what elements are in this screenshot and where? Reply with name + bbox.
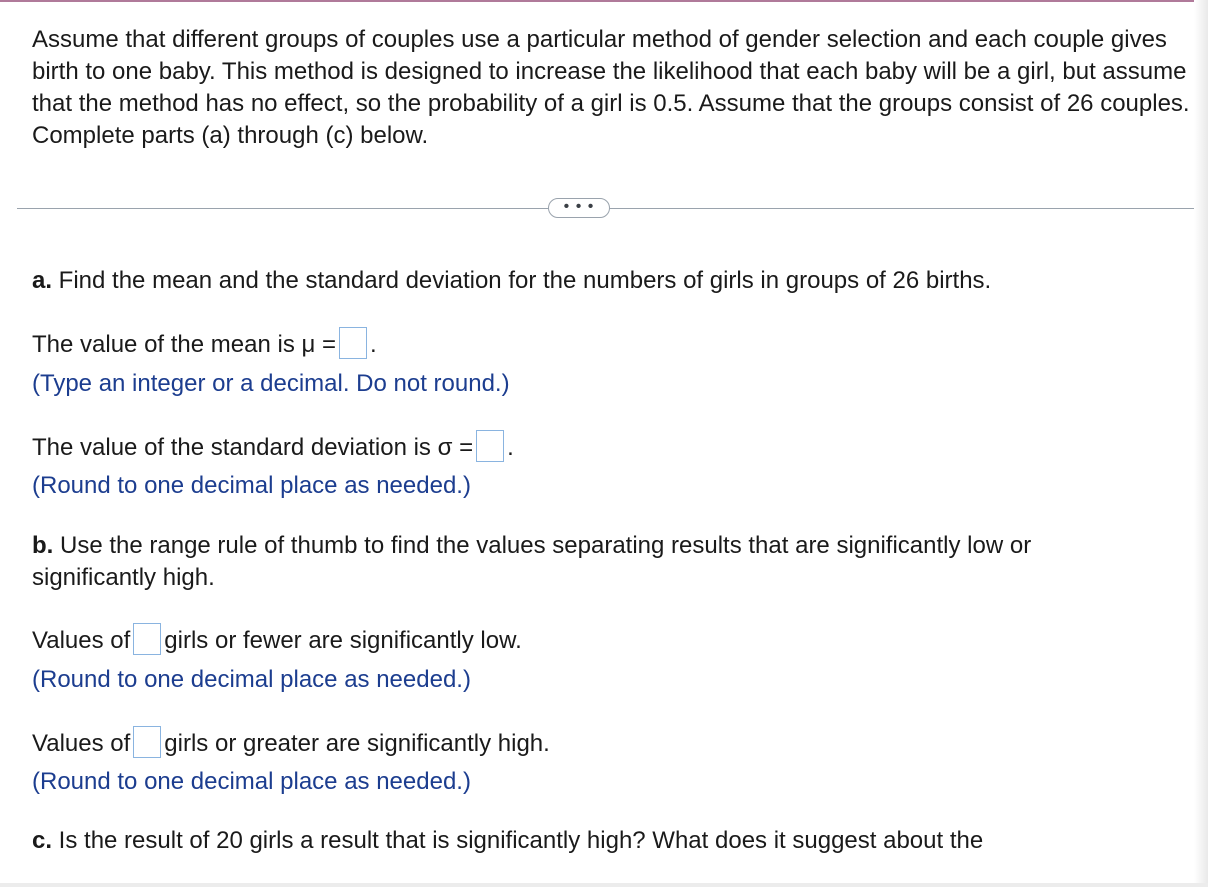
high-row bbox=[32, 728, 550, 760]
high-suffix: girls or greater are significantly high. bbox=[164, 730, 550, 757]
high-hint: (Round to one decimal place as needed.) bbox=[32, 768, 471, 795]
expand-more-button[interactable]: • • • bbox=[548, 198, 610, 218]
part-a-text: Find the mean and the standard deviation for the numbers of girls in groups of 26 births. bbox=[52, 267, 992, 294]
mean-row bbox=[32, 329, 377, 361]
part-a-label: a. bbox=[32, 267, 53, 294]
low-input[interactable] bbox=[133, 623, 161, 655]
sd-hint: (Round to one decimal place as needed.) bbox=[32, 472, 471, 499]
mean-prefix: The value of the mean is μ = bbox=[32, 331, 336, 358]
part-c-question bbox=[32, 825, 983, 857]
low-hint: (Round to one decimal place as needed.) bbox=[32, 666, 471, 693]
bottom-edge bbox=[0, 883, 1208, 887]
mean-input[interactable] bbox=[339, 327, 367, 359]
part-c-label: c. bbox=[32, 827, 53, 854]
low-suffix: girls or fewer are significantly low. bbox=[164, 627, 522, 654]
top-border bbox=[0, 0, 1208, 2]
low-prefix: Values of bbox=[32, 627, 131, 654]
part-b-label: b. bbox=[32, 532, 54, 559]
sd-row bbox=[32, 432, 514, 464]
part-a-question bbox=[32, 265, 991, 297]
part-b-question bbox=[32, 530, 1031, 562]
part-b-text: Use the range rule of thumb to find the values separating results that are significantly low or bbox=[53, 532, 1032, 559]
mean-suffix: . bbox=[370, 331, 377, 358]
sd-suffix: . bbox=[507, 434, 514, 461]
sd-prefix: The value of the standard deviation is σ = bbox=[32, 434, 474, 461]
high-prefix: Values of bbox=[32, 730, 131, 757]
sd-input[interactable] bbox=[476, 430, 504, 462]
mean-hint: (Type an integer or a decimal. Do not round.) bbox=[32, 370, 510, 397]
scrollbar-track[interactable] bbox=[1194, 0, 1208, 887]
low-row bbox=[32, 625, 522, 657]
high-input[interactable] bbox=[133, 726, 161, 758]
part-c-text: Is the result of 20 girls a result that is significantly high? What does it suggest about the bbox=[52, 827, 984, 854]
problem-statement: Assume that different groups of couples use a particular method of gender selection and each couple gives birth to one baby. This method is designed to increase the likelihood that each baby will be a girl, but assume that the method has no effect, so the probability of a girl is 0.5. Assume that the groups consist of 26 couples. Complete parts (a) through (c) below. bbox=[32, 26, 1190, 149]
part-b-question-line2: significantly high. bbox=[32, 564, 215, 591]
